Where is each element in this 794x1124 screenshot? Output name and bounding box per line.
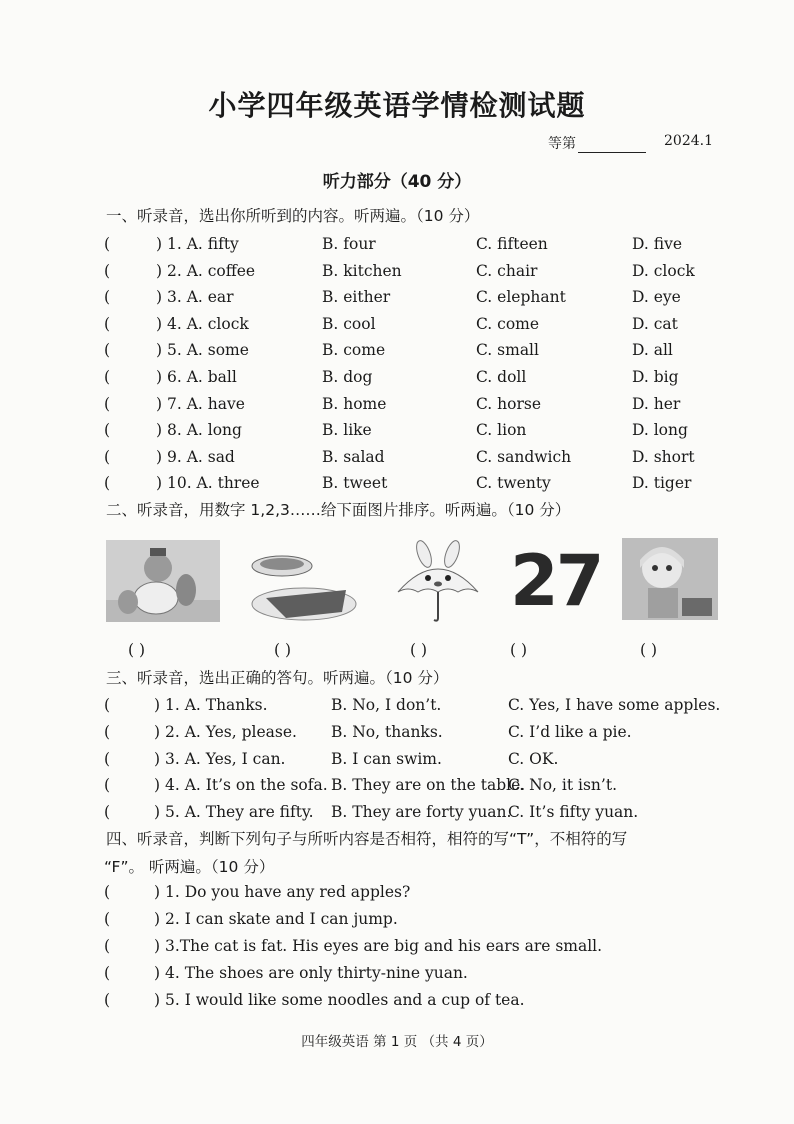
option-c: C. come	[476, 314, 540, 333]
statement-text: ) 5. I would like some noodles and a cup of tea.	[154, 991, 525, 1009]
option-c: C. fifteen	[476, 235, 548, 253]
doll-picture	[622, 538, 718, 620]
option-c: C. OK.	[508, 749, 559, 768]
answer-paren[interactable]: (	[104, 474, 111, 493]
section4-heading-line1: 四、听录音，判断下列句子与所听内容是否相符，相符的写“T”，不相符的写	[106, 830, 628, 848]
option-a: ) 3. A. ear	[156, 288, 234, 307]
answer-paren[interactable]: (	[104, 722, 111, 741]
option-b: B. They are on the table.	[331, 776, 526, 795]
grade-blank[interactable]	[578, 138, 646, 153]
option-b: B. either	[322, 288, 391, 307]
option-a: ) 4. A. clock	[156, 314, 249, 333]
option-a: ) 4. A. It’s on the sofa.	[154, 776, 328, 795]
picture-answer-3[interactable]: ( )	[410, 641, 428, 659]
option-a: ) 5. A. some	[156, 341, 249, 360]
option-c: C. It’s fifty yuan.	[508, 803, 639, 822]
option-d: D. all	[632, 341, 673, 360]
option-b: B. come	[322, 341, 386, 360]
section4-heading-line2: “F”。 听两遍。（10 分）	[104, 858, 275, 876]
option-d: D. tiger	[632, 474, 692, 493]
section3-heading: 三、听录音，选出正确的答句。听两遍。（10 分）	[106, 669, 449, 687]
answer-paren[interactable]: (	[104, 261, 111, 280]
option-b: B. dog	[322, 368, 373, 386]
option-b: B. salad	[322, 447, 385, 466]
picture-answer-2[interactable]: ( )	[274, 641, 292, 659]
answer-paren[interactable]: (	[104, 696, 111, 714]
answer-paren[interactable]: (	[104, 368, 111, 386]
exam-date: 2024.1	[664, 133, 713, 149]
option-b: B. cool	[322, 314, 376, 333]
rabbit-umbrella-picture	[390, 540, 486, 622]
option-c: C. No, it isn’t.	[508, 776, 617, 795]
option-a: ) 10. A. three	[156, 474, 260, 493]
option-b: B. No, I don’t.	[331, 696, 442, 714]
answer-paren[interactable]: (	[104, 341, 111, 360]
grade-label: 等第	[548, 136, 576, 152]
option-a: ) 5. A. They are fifty.	[154, 803, 314, 822]
answer-paren[interactable]: (	[104, 803, 111, 822]
option-c: C. elephant	[476, 288, 566, 307]
page-footer: 四年级英语 第 1 页 （共 4 页）	[301, 1034, 493, 1050]
answer-paren[interactable]: (	[104, 776, 111, 795]
option-d: D. short	[632, 447, 695, 466]
answer-paren[interactable]: (	[104, 937, 111, 955]
statement-text: ) 4. The shoes are only thirty-nine yuan.	[154, 964, 468, 982]
answer-paren[interactable]: (	[104, 447, 111, 466]
answer-paren[interactable]: (	[104, 883, 111, 901]
option-c: C. sandwich	[476, 447, 572, 466]
section1-heading: 一、听录音，选出你所听到的内容。听两遍。（10 分）	[106, 207, 480, 225]
option-a: ) 3. A. Yes, I can.	[154, 749, 286, 768]
option-d: D. clock	[632, 261, 695, 280]
statement-text: ) 2. I can skate and I can jump.	[154, 910, 398, 928]
option-d: D. her	[632, 394, 681, 413]
answer-paren[interactable]: (	[104, 421, 111, 440]
option-c: C. lion	[476, 421, 527, 440]
section2-heading: 二、听录音，用数字 1,2,3……给下面图片排序。听两遍。（10 分）	[106, 501, 571, 519]
page-title: 小学四年级英语学情检测试题	[208, 89, 586, 122]
option-b: B. No, thanks.	[331, 722, 443, 741]
picture-answer-1[interactable]: ( )	[128, 641, 146, 659]
option-c: C. chair	[476, 261, 538, 280]
option-a: ) 7. A. have	[156, 394, 245, 413]
option-b: B. kitchen	[322, 261, 402, 280]
option-b: B. four	[322, 235, 376, 253]
option-b: B. I can swim.	[331, 749, 442, 768]
option-a: ) 1. A. Thanks.	[154, 696, 268, 714]
option-d: D. long	[632, 421, 688, 440]
answer-paren[interactable]: (	[104, 394, 111, 413]
food-plate-picture	[246, 540, 358, 622]
statement-text: ) 3.The cat is fat. His eyes are big and his ears are small.	[154, 937, 603, 955]
picture-answer-4[interactable]: ( )	[510, 641, 528, 659]
option-d: D. big	[632, 368, 679, 386]
option-d: D. eye	[632, 288, 681, 307]
option-d: D. cat	[632, 314, 678, 333]
option-d: D. five	[632, 235, 682, 253]
picture-answer-5[interactable]: ( )	[640, 641, 658, 659]
option-a: ) 2. A. Yes, please.	[154, 722, 297, 741]
option-a: ) 1. A. fifty	[156, 235, 239, 253]
header-meta	[548, 133, 758, 153]
option-b: B. like	[322, 421, 372, 440]
listening-part-title: 听力部分（40 分）	[322, 172, 472, 192]
option-c: C. twenty	[476, 474, 551, 493]
option-a: ) 9. A. sad	[156, 447, 235, 466]
answer-paren[interactable]: (	[104, 235, 111, 253]
statement-text: ) 1. Do you have any red apples?	[154, 883, 411, 901]
number-picture: 27	[510, 540, 602, 622]
option-b: B. They are forty yuan.	[331, 803, 512, 822]
answer-paren[interactable]: (	[104, 288, 111, 307]
option-b: B. home	[322, 394, 387, 413]
option-c: C. I’d like a pie.	[508, 722, 632, 741]
option-c: C. Yes, I have some apples.	[508, 696, 721, 714]
answer-paren[interactable]: (	[104, 964, 111, 982]
option-a: ) 8. A. long	[156, 421, 242, 440]
answer-paren[interactable]: (	[104, 314, 111, 333]
option-c: C. horse	[476, 394, 542, 413]
pictures-row	[100, 540, 730, 630]
option-a: ) 6. A. ball	[156, 368, 237, 386]
answer-paren[interactable]: (	[104, 910, 111, 928]
cat-cartoon-picture	[106, 540, 220, 622]
option-c: C. small	[476, 341, 539, 360]
answer-paren[interactable]: (	[104, 991, 111, 1009]
option-c: C. doll	[476, 368, 527, 386]
answer-paren[interactable]: (	[104, 749, 111, 768]
option-b: B. tweet	[322, 474, 388, 493]
option-a: ) 2. A. coffee	[156, 261, 256, 280]
